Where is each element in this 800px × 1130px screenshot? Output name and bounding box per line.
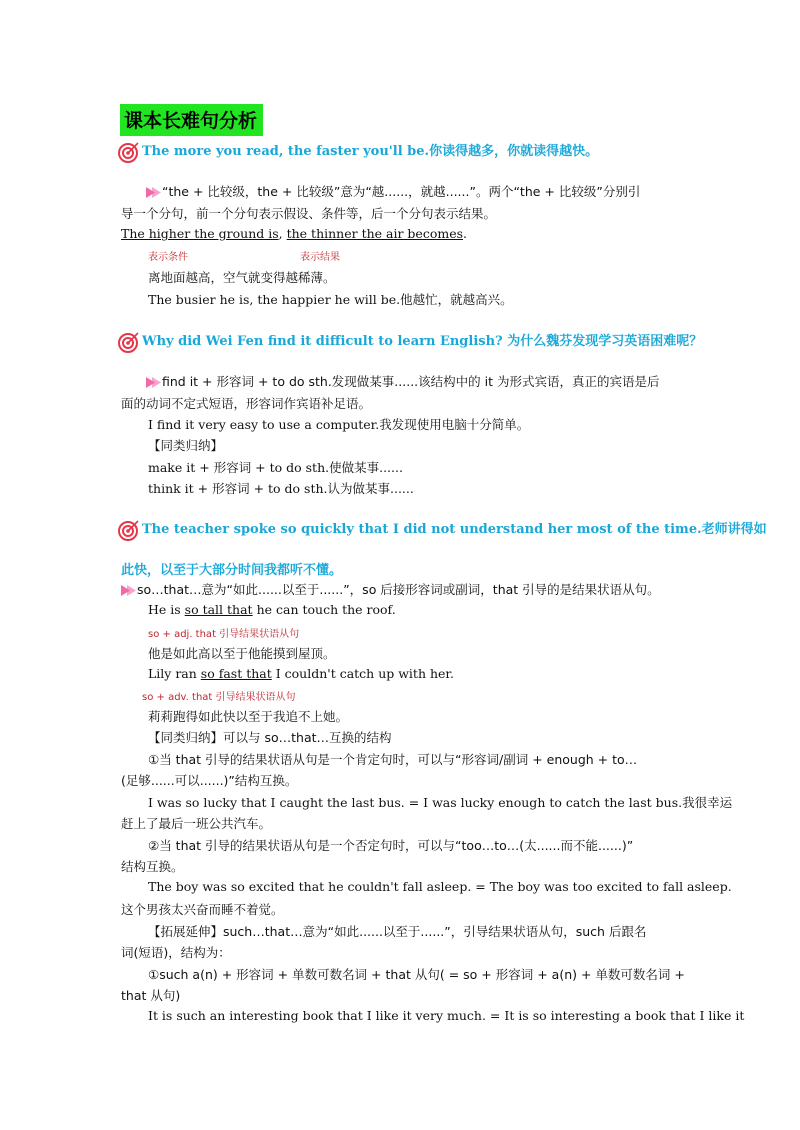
label-result: 表示结果 (300, 252, 340, 263)
target-icon (118, 519, 140, 541)
paragraph: find it + 形容词 + to do sth.发现做某事......该结构中的 it 为形式宾语，真正的宾语是后 (146, 372, 659, 390)
target-icon (118, 141, 140, 163)
example-sentence: The higher the ground is, the thinner the air becomes. (121, 226, 467, 241)
example-translation: 赶上了最后一班公共汽车。 (121, 816, 272, 831)
arrow-icon (146, 377, 162, 388)
heading-en: Why did Wei Fen find it difficult to learn English? (142, 334, 503, 349)
arrow-icon (121, 585, 137, 596)
example-translation: 他是如此高以至于他能摸到屋顶。 (148, 646, 336, 661)
section-tag: 【同类归纳】 (148, 438, 224, 453)
section-tag: 【同类归纳】可以与 so…that…互换的结构 (148, 730, 392, 745)
section-2-heading (118, 330, 702, 353)
page-title: 课本长难句分析 (120, 104, 263, 136)
paragraph: so…that…意为“如此......以至于......”，so 后接形容词或副词，that 引导的是结果状语从句。 (121, 580, 660, 598)
example-sentence: I was so lucky that I caught the last bus. = I was lucky enough to catch the last bus.我很幸运 (148, 795, 733, 810)
example-sentence-2: The busier he is, the happier he will be.他越忙，就越高兴。 (148, 292, 513, 307)
grammar-note: so + adv. that 引导结果状语从句 (142, 692, 296, 703)
rule-text-cont: (足够......可以......)”结构互换。 (121, 773, 298, 788)
example-sentence: I find it very easy to use a computer.我发现使用电脑十分简单。 (148, 417, 530, 432)
example-sentence: Lily ran so fast that I couldn't catch up with her. (148, 666, 455, 681)
list-item: think it + 形容词 + to do sth.认为做某事...... (148, 481, 414, 496)
extension-tag-cont: 词(短语)，结构为： (121, 945, 231, 960)
structure-text: ①such a(n) + 形容词 + 单数可数名词 + that 从句( = so + 形容词 + a(n) + 单数可数名词 + (148, 967, 685, 982)
section-3-heading (118, 518, 767, 541)
rule-text: ①当 that 引导的结果状语从句是一个肯定句时，可以与“形容词/副词 + enough + to… (148, 752, 638, 767)
extension-tag: 【拓展延伸】such…that…意为“如此......以至于......”，引导结果状语从句，such 后跟名 (148, 924, 647, 939)
example-sentence: The boy was so excited that he couldn't fall asleep. = The boy was too excited to fall asleep. (148, 879, 732, 894)
heading-en: The teacher spoke so quickly that I did not understand her most of the time. (142, 522, 702, 537)
example-sentence: It is such an interesting book that I like it very much. = It is so interesting a book that I like it (148, 1008, 745, 1023)
section-1-heading (118, 140, 598, 163)
heading-en: The more you read, the faster you'll be. (142, 144, 430, 159)
grammar-note: so + adj. that 引导结果状语从句 (148, 629, 300, 640)
example-translation: 莉莉跑得如此快以至于我追不上她。 (148, 709, 349, 724)
paragraph: “the + 比较级，the + 比较级”意为“越......，就越......”。两个“the + 比较级”分别引 (146, 182, 640, 200)
heading-zh: 你读得越多，你就读得越快。 (429, 144, 599, 159)
heading-zh-cont: 此快，以至于大部分时间我都听不懂。 (121, 563, 343, 578)
structure-text-cont: that 从句) (121, 988, 181, 1003)
example-translation: 离地面越高，空气就变得越稀薄。 (148, 270, 336, 285)
list-item: make it + 形容词 + to do sth.使做某事...... (148, 460, 403, 475)
heading-zh: 老师讲得如 (701, 522, 767, 537)
paragraph-cont: 面的动词不定式短语，形容词作宾语补足语。 (121, 396, 372, 411)
heading-zh: 为什么魏芬发现学习英语困难呢？ (507, 334, 703, 349)
target-icon (118, 331, 140, 353)
arrow-icon (146, 187, 162, 198)
example-sentence: He is so tall that he can touch the roof. (148, 602, 396, 617)
paragraph-cont: 导一个分句，前一个分句表示假设、条件等，后一个分句表示结果。 (121, 206, 497, 221)
rule-text-cont: 结构互换。 (121, 859, 184, 874)
label-condition: 表示条件 (148, 252, 188, 263)
rule-text: ②当 that 引导的结果状语从句是一个否定句时，可以与“too…to…(太......而不能......)” (148, 838, 634, 853)
example-translation: 这个男孩太兴奋而睡不着觉。 (121, 902, 284, 917)
